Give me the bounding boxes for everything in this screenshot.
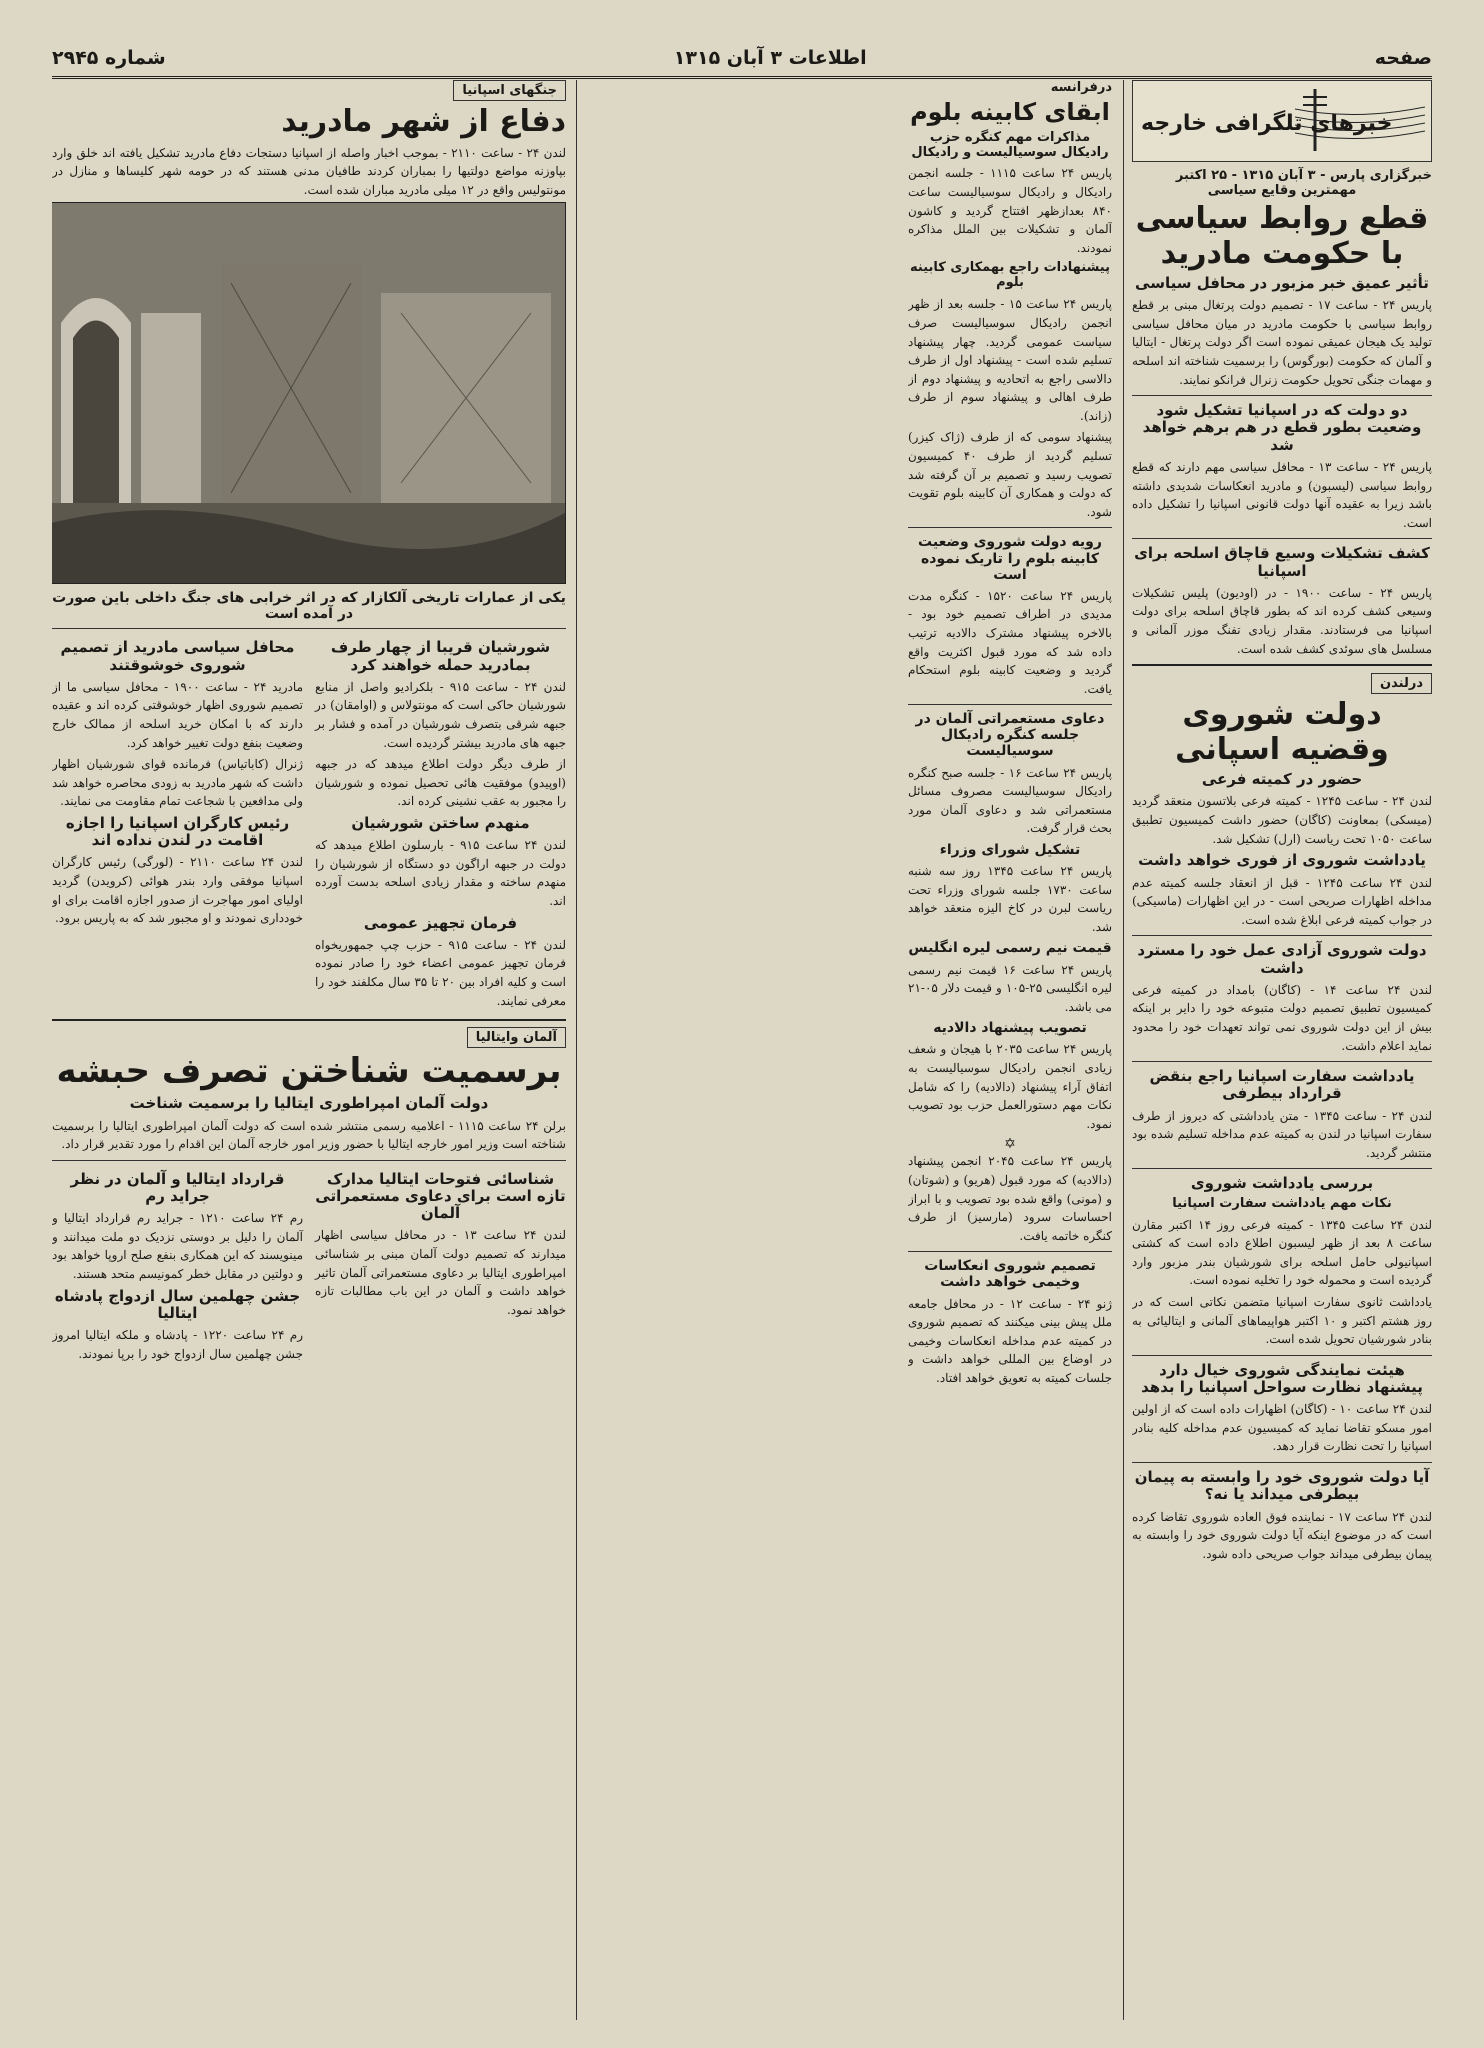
headline: یادداشت شوروی از فوری خواهد داشت <box>1138 851 1426 870</box>
main-headline: برسمیت شناختن تصرف حبشه <box>56 1051 562 1092</box>
article-body: لندن ۲۴ ساعت ۱۲۴۵ - قبل از انعقاد جلسه کمیته عدم مداخله اظهارات صریحی است - در این اظهارات (ماسیکی) در جواب کمیته فرعی ابلاغ شده است. <box>1132 875 1432 927</box>
headline: پیشنهادات راجع بهمکاری کابینه بلوم <box>910 260 1110 291</box>
two-column-block <box>52 1167 566 1367</box>
subheadline: نکات مهم یادداشت سفارت اسپانیا <box>1172 1195 1392 1211</box>
headline: رئیس کارگران اسپانیا را اجازه اقامت در لندن نداده اند <box>65 813 290 850</box>
article-body: پاریس ۲۴ ساعت ۱۱۱۵ - جلسه انجمن رادیکال و رادیکال سوسیالیست ساعت ۸۴۰ بعدازظهر افتتاح گردید و کاشون آلمان و تشکیلات بین الملل مذاکره نمودند. <box>908 166 1112 255</box>
headline: جشن چهلمین سال ازدواج پادشاه ایتالیا <box>54 1286 301 1322</box>
article-body: لندن ۲۴ - ساعت ۹۱۵ - بلکرادیو واصل از منابع شورشیان حاکی است که مونتولاس و (اوامقان) در جبهه شرقی بتصرف شورشیان در آمده و فشار بر جبهه های مادرید بیشتر گردیده است. از طرف دیگر دولت اطلاع میدهد که در جبهه (اوپیدو) موفقیت هائی تحصیل نموده و شورشیان را مجبور به عقب نشینی کرده اند. <box>315 679 566 809</box>
main-headline: قطع روابط سیاسی با حکومت مادرید <box>1135 201 1429 271</box>
section-label: درفرانسه <box>1050 80 1112 95</box>
column-france-news <box>908 80 1112 2020</box>
article-body: پاریس ۲۴ ساعت ۱۳۴۵ روز سه شنبه ساعت ۱۷۳۰ جلسه شورای وزراء تحت ریاست لبرن در کاخ الیزه منعقد خواهد شد. <box>908 864 1112 934</box>
article-body: پاریس ۲۴ ساعت ۱۵ - جلسه بعد از ظهر انجمن رادیکال سوسیالیست صرف سیاست عمومی گردید. چهار پیشنهاد تسلیم شده است - پیشنهاد اول از طرف دالاسی راجع به اتحادیه و پیشنهاد دوم از طرف اهالی و پیشنهاد سوم از طرف (زاند). پیشنهاد سومی که از طرف (ژاک کیزر) تسلیم گردید از طرف ۴۰ کمیسیون تصویب رسید و تصمیم بر آن گرفته شد که دولت و همکاری آن کابینه بلوم تقویت شود. <box>908 297 1112 519</box>
headline: دو دولت که در اسپانیا تشکیل شود وضعیت بطور قطع در هم برهم خواهد شد <box>1142 401 1422 454</box>
kicker: مهمترین وقایع سیاسی <box>1207 183 1357 198</box>
column-spain-italy <box>52 80 566 2020</box>
main-headline: ابقای کابینه بلوم <box>910 98 1110 126</box>
column-foreign-news <box>1132 80 1432 2020</box>
section-label: درلندن <box>1371 673 1432 694</box>
article-body: پاریس ۲۴ ساعت ۲۰۳۵ با هیجان و شعف زیادی انجمن رادیکال سوسیالیست به اتفاق آراء پیشنهاد (دالادیه) را که شامل نکات مهم دستورالعمل حزب بود تصویب نمود. <box>908 1042 1112 1131</box>
article-body: لندن ۲۴ - ساعت ۱۳۴۵ - متن یادداشتی که دیروز از طرف سفارت اسپانیا در لندن به کمیته عدم مداخله تسلیم شده بود منتشر گردید. <box>1132 1108 1432 1160</box>
main-headline: دولت شوروی وقضیه اسپانی <box>1175 697 1389 767</box>
article-body: لندن ۲۴ ساعت ۱۷ - نماینده فوق العاده شوروی تقاضا کرده است که در موضوع اینکه آیا دولت شوروی خود را وابسته به پیمان بیطرفی میداند جواب صریحی داده شود. <box>1132 1509 1432 1561</box>
issue-date: اطلاعات ۳ آبان ۱۳۱۵ <box>673 47 867 69</box>
headline: محافل سیاسی مادرید از تصمیم شوروی خوشوقتند <box>60 638 295 674</box>
headline: فرمان تجهیز عمومی <box>363 913 518 932</box>
headline: هیئت نمایندگی شوروی خیال دارد پیشنهاد نظارت سواحل اسپانیا را بدهد <box>1141 1360 1423 1397</box>
ruins-image <box>52 203 565 583</box>
article-body: لندن ۲۴ ساعت ۱۳۴۵ - کمیته فرعی روز ۱۴ اکتبر مقارن ساعت ۸ بعد از ظهر لیسبون اطلاع داده است که کشتی اسپانیولی حامل اسلحه برای شورشیان بندر مزبور وارد گردیده است و محموله خود را تخلیه نموده است. یادداشت ثانوی سفارت اسپانیا متضمن نکاتی است که در روز هشتم اکتبر و ۱۰ اکتبر هواپیماهای آلمانی و ایتالیائی به بنادر شورشیان تحویل شده است. <box>1132 1217 1432 1347</box>
article-body: رم ۲۴ ساعت ۱۲۱۰ - جراید رم قرارداد ایتالیا و آلمان را دلیل بر دوستی نزدیک دو ملت میدانند و مینویسند که این همکاری بنفع صلح اروپا خواهد بود و دولتین در مقابل خطر کمونیسم متحد هستند. <box>52 1211 303 1281</box>
headline: تصمیم شوروی انعکاسات وخیمی خواهد داشت <box>924 1258 1096 1291</box>
headline: کشف تشکیلات وسیع قاچاق اسلحه برای اسپانیا <box>1134 544 1430 580</box>
subheadline: مذاکرات مهم کنگره حزب رادیکال سوسیالیست و رادیکال <box>911 129 1109 160</box>
headline: رویه دولت شوروی وضعیت کابینه بلوم را تاریک نموده است <box>918 534 1102 583</box>
headline: منهدم ساختن شورشیان <box>351 813 530 832</box>
photo-caption: یکی از عمارات تاریخی آلکازار که در اثر خرابی های جنگ داخلی باین صورت در آمده است <box>52 590 566 623</box>
headline: تشکیل شورای وزراء <box>939 841 1081 858</box>
issue-number: شماره ۲۹۴۵ <box>52 47 166 69</box>
star-ornament-icon: ✡ <box>1004 1136 1016 1153</box>
article-body: لندن ۲۴ ساعت ۱۳ - در محافل سیاسی اظهار میدارند که تصمیم دولت آلمان مبنی بر شناسائی امپراطوری ایتالیا بر دعاوی مستعمراتی آلمان تاثیر خواهد داشت و آلمان در این باب مطالبات تازه خواهد نمود. <box>315 1228 566 1317</box>
article-body: رم ۲۴ ساعت ۱۲۲۰ - پادشاه و ملکه ایتالیا امروز جشن چهلمین سال ازدواج خود را برپا نمودند. <box>52 1328 303 1361</box>
headline: قرارداد ایتالیا و آلمان در نظر جراید رم <box>70 1169 285 1205</box>
article-body: پاریس ۲۴ ساعت ۱۵۲۰ - کنگره مدت مدیدی در اطراف تصمیم خود بود - بالاخره پیشنهاد مشترک دالادیه ترتیب داده شد که مورد قبول اکثریت واقع گردید و وضعیت کابینه بلوم استحکام یافت. <box>908 588 1112 696</box>
headline: آیا دولت شوروی خود را وابسته به پیمان بیطرفی میداند یا نه؟ <box>1134 1468 1430 1504</box>
page-label: صفحه <box>1374 47 1432 69</box>
telegraph-banner <box>1132 80 1432 162</box>
column-rule <box>576 80 577 2020</box>
article-body: پاریس ۲۴ ساعت ۱۶ قیمت نیم رسمی لیره انگلیسی ۲۵-۱۰۵ و قیمت دلار ۰۵-۲۱ می باشد. <box>908 962 1112 1014</box>
headline: حضور در کمیته فرعی <box>1201 770 1363 789</box>
article-body: مادرید ۲۴ - ساعت ۱۹۰۰ - محافل سیاسی ما از تصمیم شوروی اظهار خوشوقتی کرده اند و عقیده دارند که با امکان خرید اسلحه از ممالک خارج وضعیت بنفع دولت تغییر خواهد کرد. ژنرال (کاباتیاس) فرمانده قوای شورشیان اظهار داشت که شهر مادرید به زودی محاصره خواهد شد ولی مدافعین با شجاعت تمام مقاومت می نمایند. <box>52 679 303 809</box>
headline: یادداشت سفارت اسپانیا راجع بنقض قرارداد بیطرفی <box>1149 1067 1415 1103</box>
article-body: پاریس ۲۴ ساعت ۱۶ - جلسه صبح کنگره رادیکال سوسیالیست مصروف مسائل مستعمراتی شد و دعاوی آلمان مورد بحث قرار گرفت. <box>908 765 1112 836</box>
two-column-block <box>52 635 566 1013</box>
alcazar-photo <box>52 202 566 584</box>
section-label: آلمان وایتالیا <box>467 1027 566 1048</box>
article-body: لندن ۲۴ ساعت ۹۱۵ - بارسلون اطلاع میدهد که دولت در جبهه اراگون دو دستگاه از شورشیان را منهدم ساخته و مقدار زیادی اسلحه بدست آورده اند. <box>315 838 566 908</box>
headline: دولت شوروی آزادی عمل خود را مسترد داشت <box>1137 941 1427 977</box>
headline: شورشیان قریبا از چهار طرف بمادرید حمله خواهند کرد <box>330 638 551 674</box>
article-body: لندن ۲۴ - ساعت ۲۱۱۰ - بموجب اخبار واصله از اسپانیا دستجات دفاع مادرید تشکیل یافته اند خلق وارد بپاوزنه مواضع دولتیها را بمباران کردند طافیان مدنی هستند که در حومه شهر کلیساها و منازل در مونتولیس واقع در ۱۲ میلی مادرید مباران شده است. <box>52 145 566 197</box>
headline: تصویب پیشنهاد دالادیه <box>933 1020 1087 1037</box>
article-body: پاریس ۲۴ - ساعت ۱۹۰۰ - در (اودیون) پلیس تشکیلات وسیعی کشف کرده اند که بطور قاچاق اسلحه برای دولت اسپانیا می فرستادند. مقدار زیادی تفنگ موزر آلمانی و مسلسل های سوئدی کشف شده است. <box>1132 585 1432 656</box>
headline: شناسائی فتوحات ایتالیا مدارک تازه است برای دعاوی مستعمراتی آلمان <box>315 1169 566 1223</box>
article-body: لندن ۲۴ ساعت ۱۰ - (کاگان) اظهارات داده است که از اولین امور مسکو تقاضا نماید که کمیسیون عدم مداخله کلیه بنادر اسپانیا را تحت نظارت قرار دهد. <box>1132 1402 1432 1454</box>
subheadline: تأثیر عمیق خبر مزبور در محافل سیاسی <box>1135 274 1429 292</box>
section-label: جنگهای اسپانیا <box>453 80 566 101</box>
headline: قیمت نیم رسمی لیره انگلیس <box>908 940 1112 957</box>
article-body: لندن ۲۴ ساعت ۱۴ - (کاگان) بامداد در کمیته فرعی کمیسیون تطبیق تصمیم دولت متبوعه خود را دایر بر اینکه بیش از این دولت شوروی نمی تواند تعهدات خود را محدود نماید اعلام داشت. <box>1132 982 1432 1053</box>
column-rule <box>1123 80 1124 2020</box>
article-body: لندن ۲۴ - ساعت ۹۱۵ - حزب چپ جمهوریخواه فرمان تجهیز عمومی اعضاء خود را صادر نموده است و کلیه افراد بین ۲۰ تا ۳۵ سال مکلفند خود را معرفی نمایند. <box>315 937 566 1008</box>
article-body: لندن ۲۴ ساعت ۲۱۱۰ - (لورگی) رئیس کارگران اسپانیا موفقی وارد بندر هوائی (کرویدن) گردید اولیای امور مهاجرت از صدور اجازه اقامت برای او خودداری نمودند و او مجبور شد که به پاریس برود. <box>52 855 303 926</box>
article-body: ژنو ۲۴ - ساعت ۱۲ - در محافل جامعه ملل پیش بینی میکنند که تصمیم شوروی در کمیته عدم مداخله انعکاسات وخیمی در اوضاع بین المللی خواهد داشت و جلسات کمیته به تعویق خواهد افتاد. <box>908 1296 1112 1385</box>
subheadline: دولت آلمان امپراطوری ایتالیا را برسمیت شناخت <box>129 1094 489 1113</box>
headline: دعاوی مستعمراتی آلمان در جلسه کنگره رادیکال سوسیالیست <box>915 711 1105 760</box>
article-body: لندن ۲۴ - ساعت ۱۲۴۵ - کمیته فرعی بلاتسون منعقد گردید (میسکی) بمعاونت (کاگان) حضور داشت کمیسیون تطبیق ساعت ۱۰۵۰ تحت ریاست (ارل) تشکیل شد. <box>1132 794 1432 846</box>
headline: بررسی یادداشت شوروی <box>1190 1174 1374 1193</box>
article-body: پاریس ۲۴ - ساعت ۱۷ - تصمیم دولت پرتغال مبنی بر قطع روابط سیاسی با حکومت مادرید در میان محافل سیاسی تولید یک هیجان عمیقی نموده است اگر دولت پرتغال - ایتالیا و آلمان که حکومت (بورگوس) را برسمیت شناخته اند اسلحه و مهمات جنگی تحویل حکومت زنرال فرانکو نمایند. <box>1132 298 1432 387</box>
page-header <box>52 40 1432 79</box>
main-headline: دفاع از شهر مادرید <box>281 104 566 139</box>
banner-title: خبرهای تلگرافی خارجه <box>1141 111 1393 136</box>
agency-line: خبرگزاری پارس - ۳ آبان ۱۳۱۵ - ۲۵ اکتبر <box>1175 168 1432 183</box>
article-body: پاریس ۲۴ - ساعت ۱۳ - محافل سیاسی مهم دارند که قطع روابط سیاسی (لیسبون) و مادرید انعکاسات شدیدی داشته باشد زیرا به عقیده آنها دولت قانونی اسپانیا را تشکیل داده است. <box>1132 459 1432 530</box>
article-body: برلن ۲۴ ساعت ۱۱۱۵ - اعلامیه رسمی منتشر شده است که دولت آلمان امپراطوری ایتالیا را برسمیت شناخته است وزیر امور خارجه ایتالیا با حضور وزیر امور خارجه آلمان این اقدام را مورد تقدیر قرار داد. <box>52 1118 566 1152</box>
article-body: پاریس ۲۴ ساعت ۲۰۴۵ انجمن پیشنهاد (دالادیه) که مورد قبول (هریو) و (شوتان) و (مونی) واقع شده بود تصویب و با ابراز احساسات سرود (مارسیز) از طرف کنگره خاتمه یافت. <box>908 1154 1112 1243</box>
